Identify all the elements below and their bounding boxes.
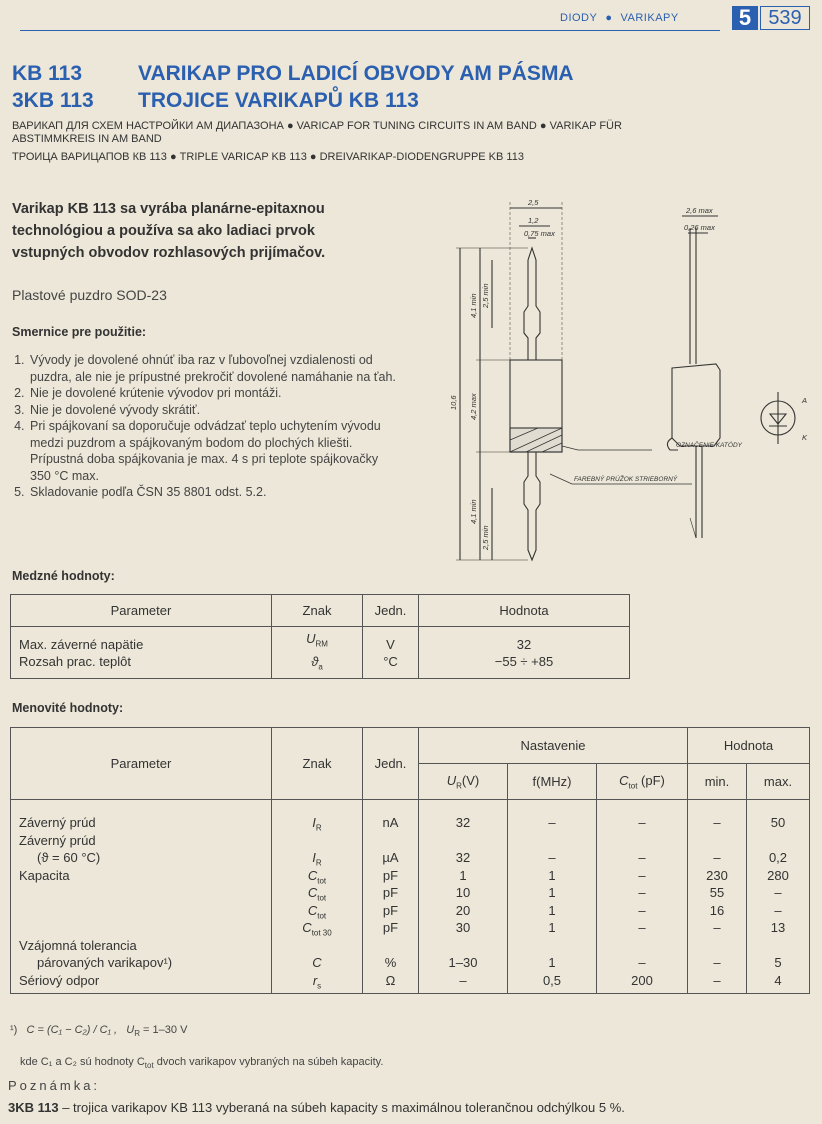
ratings-sub-max: max. xyxy=(747,764,810,800)
chapter-number: 5 xyxy=(732,6,758,30)
ratings-symbol: $C_{tot}$ xyxy=(307,885,327,903)
limits-value: −55 ÷ +85 xyxy=(494,653,554,669)
ratings-max: 50 xyxy=(770,815,786,830)
guidelines-list xyxy=(10,352,398,501)
ratings-min: – xyxy=(713,972,721,988)
intro-paragraph: Varikap KB 113 sa vyrába planárne-epitaxnou technológiou a používa sa ako ladiaci prvok vstupných obvodov rozhlasových prijímačov. xyxy=(12,201,326,261)
ratings-f: 1 xyxy=(548,955,556,970)
limits-symbol: $U_{RM}$ xyxy=(306,630,328,649)
guideline-item: 4. Pri spájkovaní sa doporučuje odvádzať teplo uchytením vývodu medzi puzdrom a spájkovaným bodom do plochých kliešti. Prípustná doba spájkovania je max. 4 s pri teplote spájkovačky 350 °C max. xyxy=(28,418,398,484)
ratings-column-ur xyxy=(419,800,508,994)
ratings-c: – xyxy=(638,955,646,970)
symbol-cathode: K xyxy=(802,433,808,442)
ratings-unit: % xyxy=(384,955,397,970)
ratings-param: Záverný prúd xyxy=(19,815,96,830)
ratings-ur: 20 xyxy=(455,902,471,918)
ratings-param xyxy=(19,884,271,902)
page-number: 539 xyxy=(760,6,810,30)
ratings-c: – xyxy=(638,920,646,935)
ratings-f: 1 xyxy=(548,885,556,900)
ratings-spacer xyxy=(508,937,596,955)
ratings-spacer xyxy=(419,832,507,850)
ratings-max: 13 xyxy=(770,920,786,935)
dim-lead-top: 4,1 min xyxy=(469,293,478,318)
ratings-sub-min: min. xyxy=(688,764,747,800)
ratings-symbol: $I_R$ xyxy=(312,815,322,833)
ratings-spacer xyxy=(272,937,362,955)
ratings-sub-ur: $U_R(V)$ xyxy=(419,764,508,800)
ratings-max: – xyxy=(774,885,782,900)
note-heading: Poznámka: xyxy=(8,1078,101,1093)
ratings-ur: 32 xyxy=(455,815,471,830)
ratings-min: 55 xyxy=(709,885,725,900)
ratings-c: – xyxy=(638,850,646,865)
ratings-max: 280 xyxy=(767,867,789,883)
ratings-spacer xyxy=(747,832,809,850)
limits-symbol: $ϑ_a$ xyxy=(311,653,323,672)
ratings-min: – xyxy=(713,815,721,830)
package-text: Plastové puzdro SOD-23 xyxy=(12,287,167,303)
dim-lead-bottom: 4,1 min xyxy=(469,499,478,524)
dim-right-lead: 0,26 max xyxy=(684,223,715,232)
ratings-c: – xyxy=(638,815,646,830)
ratings-symbol: $r_s$ xyxy=(312,972,322,991)
limits-param: Max. záverné napätie xyxy=(19,636,144,652)
ratings-param: Sériový odpor xyxy=(19,972,100,988)
limits-heading: Medzné hodnoty: xyxy=(12,569,115,583)
ratings-ur: 1 xyxy=(459,867,467,883)
ratings-max: 0,2 xyxy=(768,850,788,865)
ratings-c: – xyxy=(638,902,646,918)
ratings-spacer xyxy=(363,937,418,955)
ratings-col-symbol: Znak xyxy=(272,728,363,800)
dim-width-mid: 1,2 xyxy=(528,216,539,225)
dim-width-total: 2,5 xyxy=(528,198,539,207)
limits-value: 32 xyxy=(516,636,532,652)
ratings-sub-c: $C_{tot}$ (pF) xyxy=(597,764,688,800)
subtitle-line-2: ABSTIMMKREIS IN AM BAND xyxy=(12,133,162,145)
ratings-min: – xyxy=(713,920,721,935)
guideline-item: 5. Skladovanie podľa ČSN 35 8801 odst. 5.2. xyxy=(28,484,398,501)
ratings-unit: Ω xyxy=(385,972,396,988)
ratings-c: 200 xyxy=(631,972,653,988)
ratings-symbol: $C_{tot}$ xyxy=(307,867,327,886)
ratings-ur: 32 xyxy=(455,850,471,865)
header-section-varikapy: VARIKAPY xyxy=(620,12,679,24)
limits-col-value: Hodnota xyxy=(419,595,630,627)
ratings-spacer xyxy=(688,832,746,850)
symbol-anode: A xyxy=(802,396,808,405)
header-section-diody: DIODY xyxy=(560,12,598,24)
title-text-1: VARIKAP PRO LADICÍ OBVODY AM PÁSMA xyxy=(138,62,574,85)
title-text-2: TROJICE VARIKAPŮ KB 113 xyxy=(138,89,419,112)
ratings-spacer xyxy=(363,832,418,850)
limits-unit: °C xyxy=(383,653,398,669)
ratings-spacer xyxy=(597,937,687,955)
ratings-min: – xyxy=(713,955,721,970)
ratings-col-unit: Jedn. xyxy=(363,728,419,800)
ratings-unit: µA xyxy=(382,850,399,865)
ratings-col-values: Hodnota xyxy=(688,728,810,764)
ratings-symbol: $C_{tot}$ xyxy=(307,902,327,921)
ratings-spacer xyxy=(688,937,746,955)
ratings-table xyxy=(10,727,810,994)
ratings-symbol: $I_R$ xyxy=(312,850,322,868)
ratings-c: – xyxy=(638,885,646,900)
ratings-col-parameter: Parameter xyxy=(11,728,272,800)
ratings-sub-f: f(MHz) xyxy=(508,764,597,800)
ratings-spacer xyxy=(419,937,507,955)
title-code-kb113: KB 113 xyxy=(12,62,83,85)
limits-param: Rozsah prac. teplôt xyxy=(19,653,132,669)
limits-unit: V xyxy=(386,636,395,652)
ratings-f: – xyxy=(548,850,556,865)
subtitle-line-1: ВАРИКАП ДЛЯ СХЕМ НАСТРОЙКИ АМ ДИАПАЗОНА ● VARICAP FOR TUNING CIRCUITS IN AM BAND ● VARIKAP FÜR xyxy=(12,120,622,132)
ratings-max: – xyxy=(774,902,782,918)
ratings-max: 5 xyxy=(774,955,782,970)
ratings-c: – xyxy=(638,867,646,883)
package-drawing xyxy=(420,188,820,573)
ratings-max: 4 xyxy=(774,972,782,988)
ratings-param: Vzájomná tolerancia xyxy=(19,937,137,953)
ratings-param: Kapacita xyxy=(19,867,70,883)
dim-body: 4,2 max xyxy=(469,393,478,420)
ratings-f: 0,5 xyxy=(542,972,562,988)
ratings-column-f xyxy=(508,800,597,994)
ratings-column-max xyxy=(747,800,810,994)
dim-lead-bottom-inner: 2,5 min xyxy=(481,525,490,550)
ratings-symbol: C xyxy=(312,955,322,970)
ratings-min: – xyxy=(713,850,721,865)
dim-total: 10,6 xyxy=(449,395,458,410)
ratings-symbol: $C_{tot 30}$ xyxy=(302,920,332,938)
ratings-column-sym xyxy=(272,800,363,994)
ratings-param xyxy=(19,902,271,920)
ratings-unit: pF xyxy=(382,920,399,935)
ratings-ur: 1–30 xyxy=(448,955,478,970)
ratings-spacer xyxy=(508,832,596,850)
ratings-param: (ϑ = 60 °C) xyxy=(37,850,101,865)
ratings-column-c xyxy=(597,800,688,994)
limits-col-symbol: Znak xyxy=(272,595,363,627)
ratings-column-unit xyxy=(363,800,419,994)
note-text: 3KB 113 – trojica varikapov KB 113 vyberaná na súbeh kapacity s maximálnou tolerančnou odchýlkou 5 %. xyxy=(8,1100,625,1115)
ratings-unit: pF xyxy=(382,902,399,918)
ratings-unit: pF xyxy=(382,885,399,900)
limits-table xyxy=(10,594,630,679)
ratings-param: Záverný prúd xyxy=(19,832,96,848)
ratings-spacer xyxy=(272,832,362,850)
ratings-f: 1 xyxy=(548,867,556,883)
header-rule xyxy=(20,30,720,31)
ratings-param xyxy=(19,919,271,937)
ratings-heading: Menovité hodnoty: xyxy=(12,701,124,715)
ratings-param: párovaných varikapov¹) xyxy=(37,955,173,970)
footnote-formula: ¹) C = (C₁ − C₂) / C₁ , $U_R = 1-30$ V xyxy=(10,1024,188,1039)
ratings-spacer xyxy=(597,832,687,850)
limits-body xyxy=(11,627,630,679)
subtitle-line-3: ТРОИЦА ВАРИЦАПОВ КВ 113 ● TRIPLE VARICAP KB 113 ● DREIVARIKAP-DIODENGRUPPE KB 113 xyxy=(12,151,524,163)
ratings-ur: 30 xyxy=(455,920,471,935)
limits-col-parameter: Parameter xyxy=(11,595,272,627)
dim-right-width: 2,6 max xyxy=(686,206,713,215)
label-cathode: OZNAČENIE KATÓDY xyxy=(676,442,742,449)
dim-lead: 0,75 max xyxy=(524,229,555,238)
ratings-min: 16 xyxy=(709,902,725,918)
ratings-ur: 10 xyxy=(455,885,471,900)
ratings-unit: nA xyxy=(382,815,399,830)
guideline-item: 1. Vývody je dovolené ohnúť iba raz v ľubovoľnej vzdialenosti od puzdra, ale nie je prípustné prekročiť dovolené namáhanie na ťah. xyxy=(28,352,398,385)
guideline-item: 3. Nie je dovolené vývody skrátiť. xyxy=(28,402,398,419)
ratings-column-min xyxy=(688,800,747,994)
ratings-f: – xyxy=(548,815,556,830)
limits-col-unit: Jedn. xyxy=(363,595,419,627)
footnote-text: kde C₁ a C₂ sú hodnoty $C_{tot}$ dvoch varikapov vybraných na súbeh kapacity. xyxy=(20,1056,384,1071)
dim-lead-top-inner: 2,5 min xyxy=(481,283,490,308)
title-code-3kb113: 3KB 113 xyxy=(12,89,94,112)
label-stripe: FAREBNÝ PRÚŽOK STRIEBORNÝ xyxy=(574,476,678,483)
ratings-body xyxy=(11,800,810,994)
guidelines-heading: Smernice pre použitie: xyxy=(12,325,147,339)
ratings-col-settings: Nastavenie xyxy=(419,728,688,764)
ratings-unit: pF xyxy=(382,867,399,883)
running-header: DIODY ● VARIKAPY xyxy=(560,12,679,24)
ratings-f: 1 xyxy=(548,920,556,935)
ratings-spacer xyxy=(747,937,809,955)
guideline-item: 2. Nie je dovolené krútenie vývodov pri montáži. xyxy=(28,385,398,402)
ratings-ur: – xyxy=(459,972,467,988)
ratings-f: 1 xyxy=(548,902,556,918)
ratings-min: 230 xyxy=(706,867,728,883)
